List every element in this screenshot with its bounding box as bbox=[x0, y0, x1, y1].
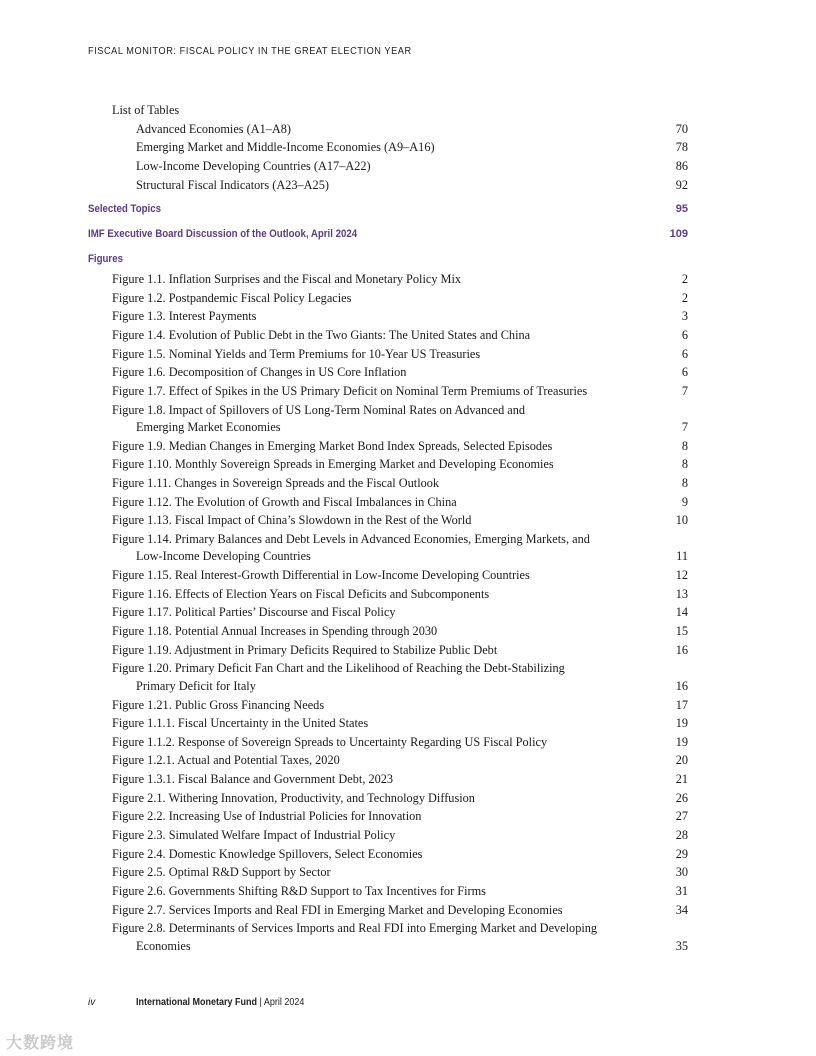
figure-entry-title: Figure 1.14. Primary Balances and Debt Levels in Advanced Economies, Emerging Markets, and bbox=[112, 531, 590, 546]
figure-entry-title: Figure 1.2. Postpandemic Fiscal Policy Legacies bbox=[112, 290, 352, 305]
figure-entry[interactable] bbox=[0, 919, 816, 937]
figure-entry-title: Figure 1.3. Interest Payments bbox=[112, 309, 257, 324]
figure-entry[interactable] bbox=[0, 603, 816, 621]
figure-entry-title: Figure 2.6. Governments Shifting R&D Support to Tax Incentives for Firms bbox=[112, 884, 486, 898]
figure-entry[interactable] bbox=[0, 530, 816, 548]
figure-entry[interactable] bbox=[0, 455, 816, 473]
figure-entry-page: 3 bbox=[681, 309, 688, 324]
toc-entry-title: Low-Income Developing Countries (A17–A22) bbox=[136, 159, 371, 173]
figure-entry-title: Figure 1.4. Evolution of Public Debt in the Two Giants: The United States and China bbox=[112, 327, 531, 342]
figure-entry-title: Figure 1.1.2. Response of Sovereign Spreads to Uncertainty Regarding US Fiscal Policy bbox=[112, 734, 548, 749]
toc-entry-page: 78 bbox=[675, 140, 688, 154]
figure-entry[interactable] bbox=[0, 641, 816, 659]
figure-entry[interactable] bbox=[0, 807, 816, 825]
figure-entry[interactable] bbox=[0, 882, 816, 900]
figure-entry-page: 16 bbox=[675, 678, 688, 693]
toc-entry[interactable] bbox=[0, 138, 816, 156]
figure-entry-title: Figure 1.6. Decomposition of Changes in US Core Inflation bbox=[112, 365, 407, 380]
figure-entry-continuation bbox=[0, 547, 816, 565]
figure-entry-page: 35 bbox=[675, 938, 688, 953]
figure-entry-title: Figure 1.2.1. Actual and Potential Taxes, 2020 bbox=[112, 753, 340, 768]
figure-entry-title: Figure 1.20. Primary Deficit Fan Chart and the Likelihood of Reaching the Debt-Stabilizing bbox=[112, 661, 565, 676]
figure-entry-page: 2 bbox=[681, 272, 688, 286]
figure-entry-page: 20 bbox=[675, 753, 688, 768]
figure-entry[interactable] bbox=[0, 733, 816, 751]
figure-entry[interactable] bbox=[0, 345, 816, 363]
figure-entry-page: 17 bbox=[675, 697, 688, 712]
figure-entry-page: 8 bbox=[681, 476, 688, 490]
figure-entry-page: 7 bbox=[681, 383, 688, 398]
figure-entry[interactable] bbox=[0, 363, 816, 381]
figure-entry-page: 10 bbox=[675, 513, 688, 528]
figure-entry-title: Figure 1.13. Fiscal Impact of China’s Slowdown in the Rest of the World bbox=[112, 513, 472, 528]
section-figures bbox=[0, 250, 816, 268]
figure-entry-page: 11 bbox=[676, 549, 688, 564]
figure-entry-title: Figure 1.7. Effect of Spikes in the US Primary Deficit on Nominal Term Premiums of Treasuries bbox=[112, 383, 588, 398]
section-label: IMF Executive Board Discussion of the Outlook, April 2024 bbox=[88, 228, 358, 240]
figure-entry-title-cont: Low-Income Developing Countries bbox=[136, 549, 311, 564]
figure-entry-title: Figure 1.3.1. Fiscal Balance and Government Debt, 2023 bbox=[112, 772, 394, 787]
toc-entry-page: 86 bbox=[675, 159, 688, 173]
figure-entry-title: Figure 1.21. Public Gross Financing Needs bbox=[112, 697, 325, 712]
figure-entry[interactable] bbox=[0, 382, 816, 400]
figure-entry-page: 28 bbox=[675, 828, 688, 843]
figure-entry-page: 6 bbox=[681, 346, 688, 361]
figure-entry-page: 14 bbox=[675, 605, 688, 620]
figure-entry-title: Figure 1.1.1. Fiscal Uncertainty in the United States bbox=[112, 716, 369, 731]
figure-entry-title: Figure 1.1. Inflation Surprises and the Fiscal and Monetary Policy Mix bbox=[112, 272, 462, 286]
figure-entry[interactable] bbox=[0, 474, 816, 492]
figure-entry-title: Figure 2.4. Domestic Knowledge Spillovers, Select Economies bbox=[112, 846, 423, 861]
figure-entry-continuation bbox=[0, 677, 816, 695]
figure-entry-title: Figure 1.16. Effects of Election Years on Fiscal Deficits and Subcomponents bbox=[112, 586, 490, 601]
figure-entry-title-cont: Economies bbox=[136, 938, 191, 953]
figure-entry[interactable] bbox=[0, 585, 816, 603]
figure-entry-title: Figure 1.15. Real Interest-Growth Differential in Low-Income Developing Countries bbox=[112, 568, 530, 583]
page-number: iv bbox=[88, 997, 96, 1008]
figure-entry[interactable] bbox=[0, 751, 816, 769]
toc-entry-title: Structural Fiscal Indicators (A23–A25) bbox=[136, 178, 329, 192]
list-of-tables-heading bbox=[0, 101, 816, 119]
figure-entry-title: Figure 1.19. Adjustment in Primary Deficits Required to Stabilize Public Debt bbox=[112, 642, 498, 657]
figure-entry-title: Figure 1.5. Nominal Yields and Term Premiums for 10-Year US Treasuries bbox=[112, 346, 481, 361]
figure-entry-page: 26 bbox=[675, 790, 688, 805]
figure-entry[interactable] bbox=[0, 901, 816, 919]
section-label: Figures bbox=[88, 253, 123, 265]
figure-entry[interactable] bbox=[0, 493, 816, 511]
figure-entry-page: 16 bbox=[675, 642, 688, 657]
figure-entry-page: 30 bbox=[675, 865, 688, 880]
figure-entry-page: 13 bbox=[675, 586, 688, 601]
figure-entry[interactable] bbox=[0, 511, 816, 529]
toc-entry-title: Emerging Market and Middle-Income Economies (A9–A16) bbox=[136, 140, 435, 154]
figure-entry-title: Figure 1.11. Changes in Sovereign Spreads and the Fiscal Outlook bbox=[112, 476, 440, 490]
toc-entry[interactable] bbox=[0, 157, 816, 175]
figure-entry-page: 31 bbox=[675, 884, 688, 898]
toc-entry-page: 92 bbox=[675, 178, 688, 192]
figure-entry[interactable] bbox=[0, 270, 816, 288]
figure-entry[interactable] bbox=[0, 622, 816, 640]
figure-entry-title: Figure 1.18. Potential Annual Increases in Spending through 2030 bbox=[112, 624, 438, 639]
footer-publisher bbox=[136, 997, 304, 1008]
figure-entry-page: 6 bbox=[681, 327, 688, 342]
figure-entry-title-cont: Primary Deficit for Italy bbox=[136, 678, 256, 693]
figure-entry-page: 19 bbox=[675, 734, 688, 749]
figure-entry-title: Figure 1.9. Median Changes in Emerging Market Bond Index Spreads, Selected Episodes bbox=[112, 438, 553, 453]
figure-entry[interactable] bbox=[0, 326, 816, 344]
section-board-discussion[interactable] bbox=[0, 225, 816, 243]
figure-entry-continuation bbox=[0, 418, 816, 436]
figure-entry-title: Figure 1.17. Political Parties’ Discourse and Fiscal Policy bbox=[112, 605, 396, 620]
figure-entry[interactable] bbox=[0, 696, 816, 714]
section-page: 95 bbox=[675, 203, 688, 215]
figure-entry-title: Figure 1.10. Monthly Sovereign Spreads in Emerging Market and Developing Economies bbox=[112, 457, 554, 472]
figure-entry-page: 12 bbox=[675, 568, 688, 583]
figure-entry-title: Figure 2.3. Simulated Welfare Impact of Industrial Policy bbox=[112, 828, 396, 843]
figure-entry-continuation bbox=[0, 937, 816, 955]
figure-entry[interactable] bbox=[0, 845, 816, 863]
figure-entry[interactable] bbox=[0, 566, 816, 584]
list-of-tables-label: List of Tables bbox=[112, 103, 180, 117]
figure-entry-title: Figure 2.1. Withering Innovation, Productivity, and Technology Diffusion bbox=[112, 790, 475, 805]
figure-entry-title-cont: Emerging Market Economies bbox=[136, 420, 281, 435]
figure-entry-title: Figure 1.12. The Evolution of Growth and Fiscal Imbalances in China bbox=[112, 494, 457, 509]
figure-entry-page: 21 bbox=[675, 772, 688, 787]
figure-entry[interactable] bbox=[0, 307, 816, 325]
toc-entry[interactable] bbox=[0, 176, 816, 194]
figure-entry-page: 7 bbox=[681, 420, 688, 435]
toc-entry-title: Advanced Economies (A1–A8) bbox=[136, 122, 292, 136]
figure-entry[interactable] bbox=[0, 714, 816, 732]
figure-entry-page: 9 bbox=[681, 494, 688, 509]
running-header: FISCAL MONITOR: FISCAL POLICY IN THE GREAT ELECTION YEAR bbox=[88, 46, 412, 57]
toc-entry[interactable] bbox=[0, 120, 816, 138]
figure-entry-page: 15 bbox=[675, 624, 688, 639]
figure-entry[interactable] bbox=[0, 659, 816, 677]
footer-date: April 2024 bbox=[263, 997, 305, 1008]
figure-entry-page: 8 bbox=[681, 438, 688, 453]
figure-entry-page: 8 bbox=[681, 457, 688, 472]
figure-entry-title: Figure 2.7. Services Imports and Real FDI in Emerging Market and Developing Economies bbox=[112, 902, 563, 917]
figure-entry-title: Figure 1.8. Impact of Spillovers of US Long-Term Nominal Rates on Advanced and bbox=[112, 402, 526, 417]
figure-entry[interactable] bbox=[0, 401, 816, 419]
figure-entry[interactable] bbox=[0, 437, 816, 455]
figure-entry[interactable] bbox=[0, 789, 816, 807]
figure-entry-page: 29 bbox=[675, 846, 688, 861]
figure-entry-title: Figure 2.8. Determinants of Services Imports and Real FDI into Emerging Market and Developing bbox=[112, 921, 598, 936]
section-label: Selected Topics bbox=[88, 203, 161, 215]
figure-entry-page: 2 bbox=[681, 290, 688, 305]
footer-separator: | bbox=[257, 997, 264, 1008]
toc-entry-page: 70 bbox=[675, 122, 688, 136]
figure-entry[interactable] bbox=[0, 770, 816, 788]
watermark-logo: 大数跨境 bbox=[6, 1033, 75, 1052]
figure-entry-page: 19 bbox=[675, 716, 688, 731]
section-page: 109 bbox=[669, 228, 688, 240]
section-selected-topics[interactable] bbox=[0, 200, 816, 218]
figure-entry-title: Figure 2.5. Optimal R&D Support by Sector bbox=[112, 865, 331, 880]
footer-organization: International Monetary Fund bbox=[136, 997, 258, 1008]
figure-entry[interactable] bbox=[0, 289, 816, 307]
figure-entry-page: 6 bbox=[681, 365, 688, 380]
figure-entry-title: Figure 2.2. Increasing Use of Industrial Policies for Innovation bbox=[112, 809, 422, 824]
figure-entry-page: 27 bbox=[675, 809, 688, 824]
figure-entry-page: 34 bbox=[675, 902, 688, 917]
figure-entry[interactable] bbox=[0, 826, 816, 844]
figure-entry[interactable] bbox=[0, 863, 816, 881]
